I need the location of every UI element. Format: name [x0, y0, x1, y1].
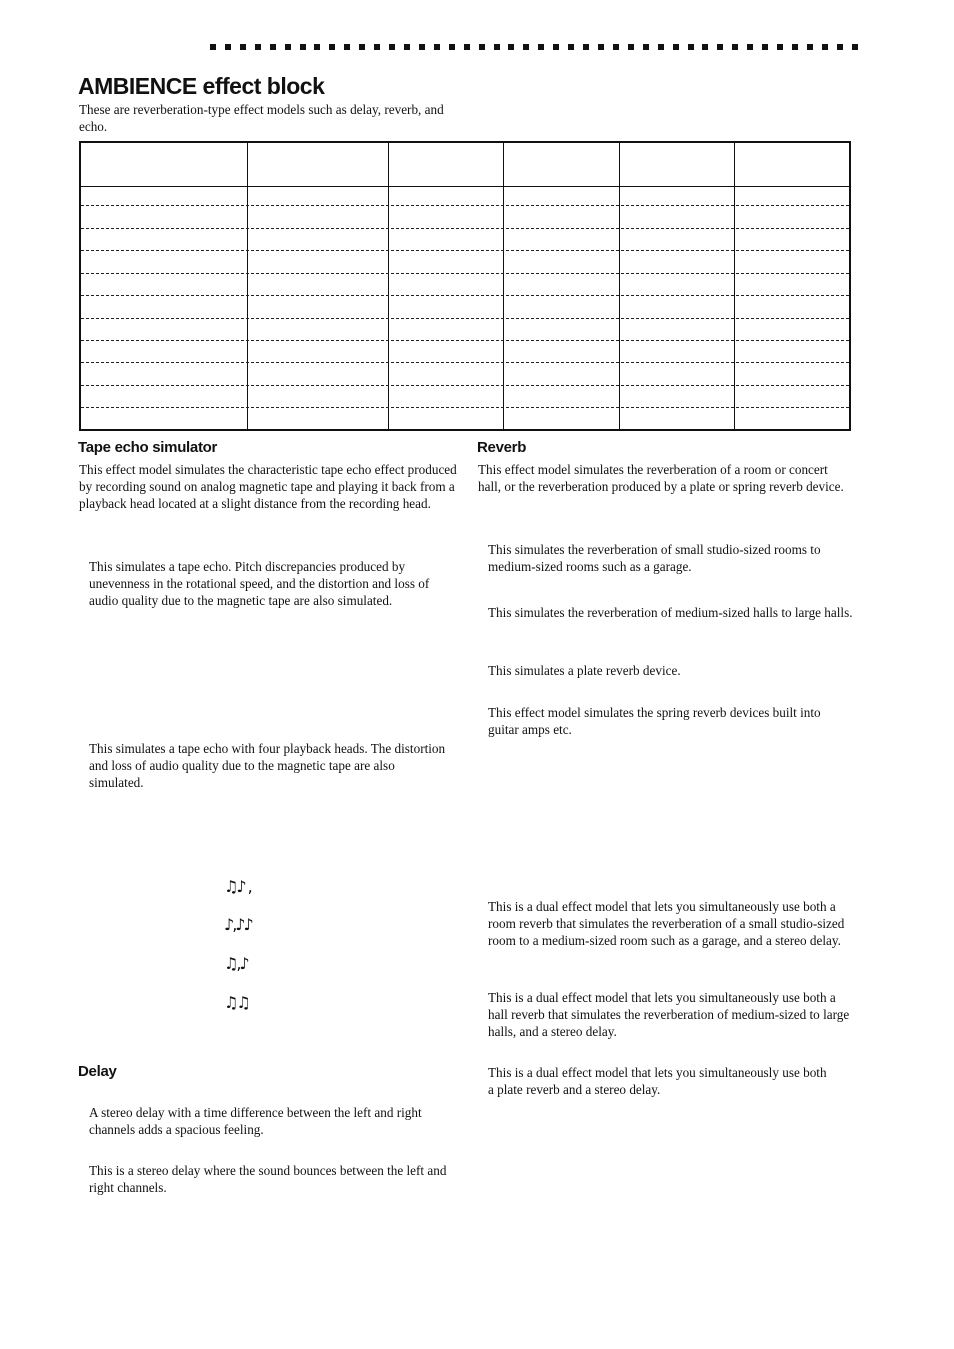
table-row [81, 340, 849, 341]
reverb-hall: This simulates the reverberation of medium-sized halls to large halls. [488, 605, 853, 620]
table-row [81, 318, 849, 319]
reverb-dual-hall: This is a dual effect model that lets you simultaneously use both a hall reverb that simulates the reverberation of medium-sized to large halls, and a stereo delay. [488, 990, 850, 1039]
table-row [81, 205, 849, 206]
table-row [81, 295, 849, 296]
reverb-dual-room: This is a dual effect model that lets you simultaneously use both a room reverb that simulates the reverberation of a small studio-sized room to a medium-sized room such as a garage, and a stereo delay. [488, 899, 845, 948]
table-row [81, 407, 849, 408]
reverb-dual-plate: This is a dual effect model that lets you simultaneously use both a plate reverb and a stereo delay. [488, 1065, 827, 1097]
delay-heading: Delay [78, 1063, 117, 1080]
tape-echo-description: This effect model simulates the characteristic tape echo effect produced by recording sound on analog magnetic tape and playing it back from a playback head located at a slight distance from the recording head. [79, 462, 457, 511]
tape-echo-model-2: This simulates a tape echo with four playback heads. The distortion and loss of audio quality due to the magnetic tape are also simulated. [89, 741, 446, 790]
note-pattern-4: ♫♫ [224, 993, 249, 1012]
reverb-description: This effect model simulates the reverberation of a room or concert hall, or the reverberation produced by a plate or spring reverb device. [478, 462, 844, 494]
table-row [81, 385, 849, 386]
delay-model-2: This is a stereo delay where the sound bounces between the left and right channels. [89, 1163, 447, 1195]
table-column-divider [734, 143, 735, 429]
table-row [81, 362, 849, 363]
note-pattern-1: ♫♪ , [224, 877, 251, 896]
table-column-divider [388, 143, 389, 429]
table-row [81, 228, 849, 229]
reverb-plate: This simulates a plate reverb device. [488, 663, 681, 678]
table-column-divider [619, 143, 620, 429]
tape-echo-heading: Tape echo simulator [78, 439, 218, 456]
reverb-room: This simulates the reverberation of small studio-sized rooms to medium-sized rooms such as a garage. [488, 542, 821, 574]
intro-text: These are reverberation-type effect models such as delay, reverb, and echo. [79, 102, 444, 134]
page-title: AMBIENCE effect block [78, 73, 325, 99]
table-row [81, 250, 849, 251]
note-pattern-3: ♫,♪ [224, 954, 248, 973]
header-dot-bar [210, 44, 858, 52]
delay-model-1: A stereo delay with a time difference between the left and right channels adds a spacious feeling. [89, 1105, 422, 1137]
tape-echo-model-1: This simulates a tape echo. Pitch discrepancies produced by unevenness in the rotational speed, and the distortion and loss of audio quality due to the magnetic tape are also simulated. [89, 559, 430, 608]
reverb-spring: This effect model simulates the spring reverb devices built into guitar amps etc. [488, 705, 821, 737]
note-pattern-2: ♪,♪♪ [224, 915, 252, 934]
table-column-divider [503, 143, 504, 429]
table-column-divider [247, 143, 248, 429]
table-row [81, 273, 849, 274]
reverb-heading: Reverb [477, 439, 527, 456]
effect-parameter-table [79, 141, 851, 431]
